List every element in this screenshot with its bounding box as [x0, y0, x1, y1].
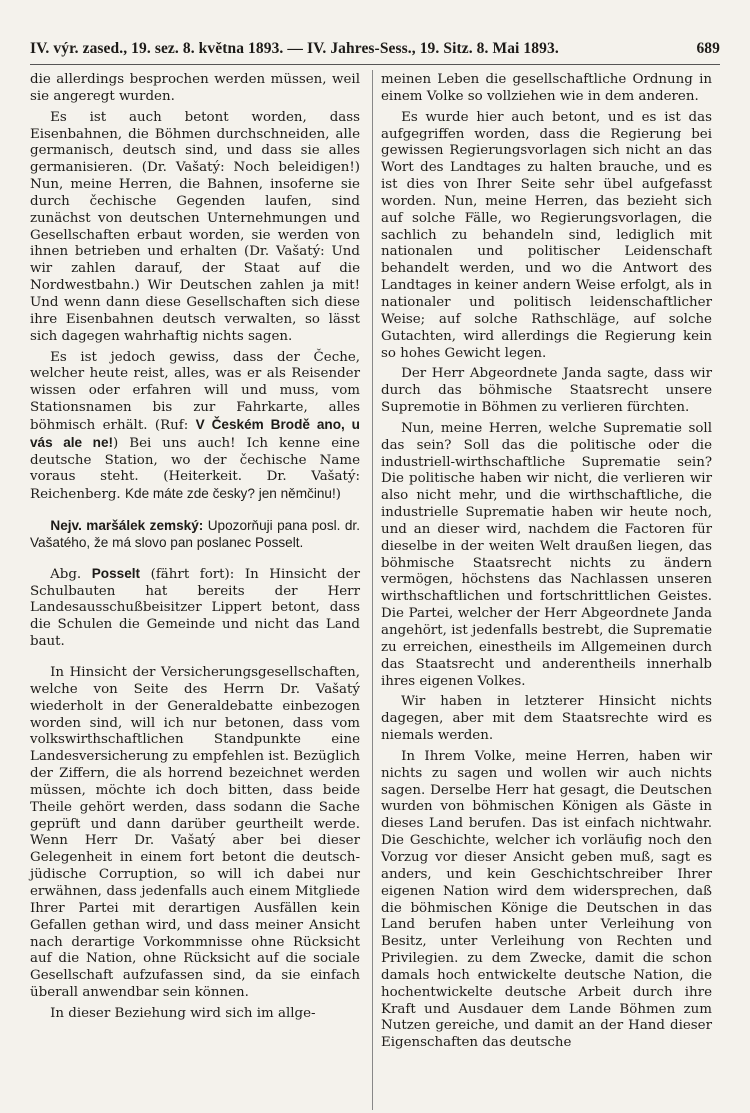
- header-rule: [30, 64, 720, 65]
- speaker-paragraph: [30, 566, 360, 651]
- speaker-name: Posselt: [91, 565, 141, 581]
- column-divider: [372, 70, 373, 1110]
- paragraph: Der Herr Abgeordnete Janda sagte, dass wir durch das böhmische Staatsrecht unsere Supremotie in Böhmen zu verlieren fürchten.: [381, 366, 712, 416]
- paragraph: meinen Leben die gesellschaftliche Ordnung in einem Volke so vollziehen wie in dem anderen.: [381, 72, 712, 104]
- paragraph-text: ): [335, 487, 342, 503]
- paragraph-text: (fährt fort): In Hinsicht der Schulbauten hat bereits der Herr Landesausschußbeisitzer Lippert betont, dass die Schulen die Gemeinde und nicht das Land baut.: [30, 566, 360, 650]
- czech-interjection: Kde máte zde česky? jen němčinu!: [124, 486, 336, 502]
- paragraph-text: Abg.: [50, 566, 92, 582]
- right-column: [381, 72, 712, 1052]
- running-title: IV. výr. zased., 19. sez. 8. května 1893. — IV. Jahres-Sess., 19. Sitz. 8. Mai 1893.: [30, 40, 559, 57]
- speaker-name: Nejv. maršálek zemský:: [50, 518, 204, 534]
- paragraph: Es ist auch betont worden, dass Eisenbahnen, die Böhmen durchschneiden, alle germanisch, deutsch sind, und dass sie alles germanisieren. (Dr. Vašatý: Noch beleidigen!) Nun, meine Herren, die Bahnen, insoferne sie durch čechische Gegenden laufen, sind zunächst von deutschen Unternehmungen und Gesellschaften erbaut worden, sie werden von ihnen betrieben und erhalten (Dr. Vašatý: Und wir zahlen darauf, der Staat auf die Nordwestbahn.) Wir Deutschen zahlen ja mit! Und wenn dann diese Gesellschaften sich diese ihre Eisenbahnen deutsch verwalten, so lässt sich dagegen wahrhaftig nichts sagen.: [30, 109, 360, 344]
- czech-interjection: V Českém Brodě ano, u vás ale ne!: [30, 416, 360, 450]
- paragraph: In dieser Beziehung wird sich im allge-: [50, 1005, 316, 1021]
- paragraph-text: ) Bei uns auch! Ich kenne eine deutsche Station, wo der čechische Name voraus steht. (Heiterkeit. Dr. Vašatý: Reichenberg.: [30, 435, 360, 503]
- paragraph: In Hinsicht der Versicherungsgesellschaften, welche von Seite des Herrn Dr. Vašatý wiederholt in der Generaldebatte einbezogen worden sind, will ich nur betonen, dass vom volkswirthschaftlichen Standpunkte eine Landesversicherung zu empfehlen ist. Bezüglich der Ziffern, die als horrend bezeichnet werden müssen, möchte ich doch bitten, dass beide Theile gehört werden, dass sodann die Sache geprüft und dann darüber geurtheilt werde. Wenn Herr Dr. Vašatý aber bei dieser Gelegenheit in einem fort betont die deutsch-jüdische Corruption, so will ich dabei nur erwähnen, dass jedenfalls auch einem Mitgliede Ihrer Partei mit derartigen Ausfällen kein Gefallen gethan wird, und dass meiner Ansicht nach derartige Vorkommnisse ohne Rücksicht auf die Nation, ohne Rücksicht auf die sociale Gesellschaft aufzufassen sind, da sie einfach überall anwendbar sein können.: [30, 665, 360, 1001]
- paragraph-text: Upozorňuji pana posl. dr. Vašatého, že má slovo pan poslanec Posselt.: [30, 518, 360, 550]
- paragraph: In Ihrem Volke, meine Herren, haben wir nichts zu sagen und wollen wir auch nichts sagen. Derselbe Herr hat gesagt, die Deutschen wurden von böhmischen Königen als Gäste in dieses Land berufen. Das ist einfach nichtwahr. Die Geschichte, welcher ich vorläufig noch den Vorzug vor dieser Ansicht geben muß, sagt es anders, und kein Geschichtschreiber Ihrer eigenen Nation wird dem widersprechen, daß die böhmischen Könige die Deutschen in das Land berufen haben unter Verleihung von Besitz, unter Verleihung von Rechten und Privilegien. zu dem Zwecke, damit die schon damals hoch entwickelte deutsche Nation, die hochentwickelte deutsche Arbeit durch ihre Kraft und Ausdauer dem Lande Böhmen zum Nutzen gereiche, und damit an der Hand dieser Eigenschaften das deutsche: [381, 748, 712, 1051]
- paragraph-text: Es ist jedoch gewiss, dass der Čeche, welcher heute reist, alles, was er als Reisender wissen oder erfahren will und muss, vom Stationsnamen bis zur Fahrkarte, alles böhmisch erhält. (Ruf:: [30, 349, 360, 433]
- page-number: 689: [696, 40, 720, 57]
- paragraph: die allerdings besprochen werden müssen, weil sie angeregt wurden.: [30, 72, 360, 104]
- paragraph: Nun, meine Herren, welche Suprematie soll das sein? Soll das die politische oder die industriell-wirthschaftliche Suprematie sein? Die politische haben wir nicht, die verlieren wir also nicht mehr, und die wirthschaftliche, die industrielle Suprematie haben wir heute noch, und an dieser wird, nachdem die Factoren für dieselbe in der weiten Welt draußen liegen, das böhmische Staatsrecht nichts zu ändern vermögen, höchstens das Nachlassen unseren wirthschaftlichen und fortschrittlichen Geistes. Die Partei, welcher der Herr Abgeordnete Janda angehört, ist jedenfalls bestrebt, die Suprematie zu erreichen, einestheils im Allgemeinen durch das Staatsrecht und anderentheils innerhalb ihres eigenen Volkes.: [381, 420, 712, 689]
- paragraph: Wir haben in letzterer Hinsicht nichts dagegen, aber mit dem Staatsrechte wird es niemals werden.: [381, 694, 712, 744]
- paragraph: Es wurde hier auch betont, und es ist das aufgegriffen worden, dass die Regierung bei gewissen Regierungsvorlagen sich nicht an das Wort des Landtages zu halten brauche, und es ist dies von Ihrer Seite sehr übel aufgefasst worden. Nun, meine Herren, das bezieht sich auf solche Fälle, wo Regierungsvorlagen, die sachlich zu behandeln sind, lediglich mit nationalen und politischer Leidenschaft behandelt werden, und wo die Antwort des Landtages in keiner andern Weise erfolgt, als in nationaler und politisch leidenschaftlicher Weise; auf solche Rathschläge, auf solche Gutachten, wird allerdings die Regierung kein so hohes Gewicht legen.: [381, 109, 712, 361]
- left-column: [30, 72, 360, 1023]
- page-header: [30, 40, 720, 58]
- speaker-paragraph: [30, 518, 360, 552]
- paragraph: [30, 350, 360, 505]
